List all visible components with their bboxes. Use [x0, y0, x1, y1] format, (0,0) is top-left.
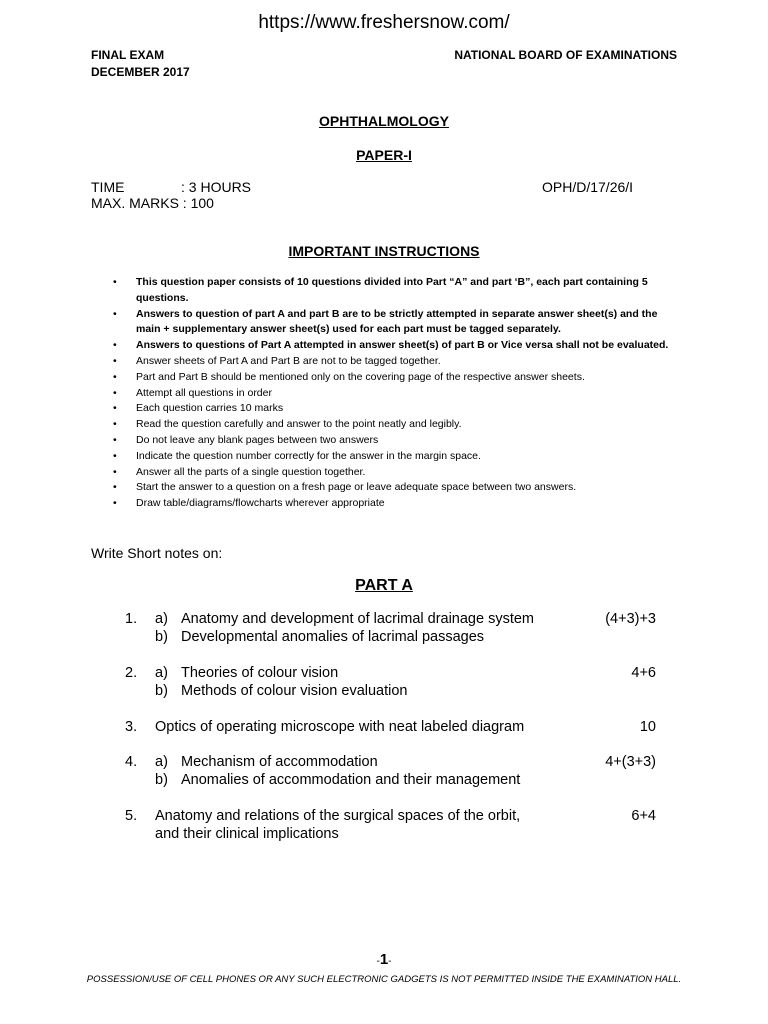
- question-text: Optics of operating microscope with neat labeled diagram: [155, 719, 525, 735]
- bullet-icon: •: [113, 402, 117, 415]
- paper-code: OPH/D/17/26/I: [542, 179, 634, 195]
- bullet-icon: •: [113, 449, 117, 462]
- instruction-item: [111, 338, 681, 354]
- instruction-text: Answer all the parts of a single question together.: [136, 465, 366, 478]
- subject-title-text: OPHTHALMOLOGY: [319, 113, 449, 129]
- instruction-text: Indicate the question number correctly for the answer in the margin space.: [136, 449, 481, 462]
- bullet-icon: •: [113, 354, 117, 367]
- instruction-item: [111, 449, 681, 465]
- instruction-item: [111, 433, 681, 449]
- question-part-a: [155, 610, 534, 628]
- instruction-text: Draw table/diagrams/flowcharts wherever appropriate: [136, 497, 385, 510]
- question-number: 4.: [125, 754, 138, 770]
- instruction-text: Do not leave any blank pages between two answers: [136, 433, 379, 446]
- question-marks: 6+4: [631, 808, 656, 824]
- instruction-item: [111, 307, 681, 339]
- bullet-icon: •: [113, 465, 117, 478]
- page-number-value: 1: [379, 951, 389, 968]
- page-dash-right: -: [388, 956, 392, 967]
- question-marks: 10: [639, 719, 656, 735]
- part-letter: b): [155, 772, 168, 788]
- instruction-text: Answers to question of part A and part B are to be strictly attempted in separate answer sheet(s) and the main + supplementary answer sheet(s) used for each part must be tagged separately.: [136, 307, 658, 336]
- part-letter: b): [155, 683, 168, 699]
- question-1: [91, 610, 661, 646]
- instruction-text: Answer sheets of Part A and Part B are not to be tagged together.: [136, 354, 441, 367]
- instruction-text: Attempt all questions in order: [136, 386, 272, 399]
- instruction-item: [111, 370, 681, 386]
- instruction-item: [111, 496, 681, 512]
- question-part-b: [155, 771, 520, 789]
- time-label: TIME: [91, 179, 125, 195]
- question-number: 5.: [125, 808, 138, 824]
- page-number: [0, 951, 768, 968]
- question-number: 3.: [125, 719, 138, 735]
- instructions-title-text: IMPORTANT INSTRUCTIONS: [288, 243, 480, 259]
- question-part-a: [155, 753, 378, 771]
- part-text: Theories of colour vision: [181, 665, 339, 681]
- question-4: [91, 753, 661, 789]
- exam-board: NATIONAL BOARD OF EXAMINATIONS: [454, 48, 677, 62]
- instruction-item: [111, 465, 681, 481]
- instructions-title: [0, 243, 768, 259]
- max-marks: MAX. MARKS : 100: [91, 195, 214, 211]
- instruction-item: [111, 354, 681, 370]
- question-5: [91, 807, 661, 843]
- part-text: Developmental anomalies of lacrimal passages: [181, 629, 485, 645]
- question-marks: (4+3)+3: [605, 611, 656, 627]
- bullet-icon: •: [113, 370, 117, 383]
- exam-date: DECEMBER 2017: [91, 65, 190, 79]
- question-part-b: [155, 682, 408, 700]
- bullet-icon: •: [113, 386, 117, 399]
- instruction-text: Part and Part B should be mentioned only on the covering page of the respective answer sheets.: [136, 370, 585, 383]
- part-letter: a): [155, 665, 168, 681]
- paper-title-text: PAPER-I: [356, 147, 412, 163]
- part-title: [0, 577, 768, 595]
- part-letter: b): [155, 629, 168, 645]
- question-part-b: [155, 628, 484, 646]
- instruction-item: [111, 401, 681, 417]
- write-notes-heading: Write Short notes on:: [91, 545, 223, 561]
- part-text: Anomalies of accommodation and their management: [181, 772, 521, 788]
- instruction-item: [111, 417, 681, 433]
- bullet-icon: •: [113, 497, 117, 510]
- bullet-icon: •: [113, 433, 117, 446]
- question-3: [91, 718, 661, 736]
- bullet-icon: •: [113, 481, 117, 494]
- instruction-item: [111, 386, 681, 402]
- subject-title: [0, 113, 768, 129]
- part-title-text: PART A: [355, 577, 413, 594]
- part-letter: a): [155, 611, 168, 627]
- question-marks: 4+(3+3): [605, 754, 656, 770]
- question-marks: 4+6: [631, 665, 656, 681]
- part-text: Methods of colour vision evaluation: [181, 683, 408, 699]
- instruction-text: Each question carries 10 marks: [136, 402, 284, 415]
- source-url: https://www.freshersnow.com/: [258, 12, 510, 33]
- bullet-icon: •: [113, 276, 117, 288]
- question-part-a: [155, 664, 338, 682]
- time-row: [91, 179, 251, 195]
- part-text: Mechanism of accommodation: [181, 754, 378, 770]
- instruction-text: Answers to questions of Part A attempted in answer sheet(s) of part B or Vice versa shall not be evaluated.: [136, 339, 669, 352]
- bullet-icon: •: [113, 307, 117, 320]
- instructions-list: [111, 275, 681, 512]
- bullet-icon: •: [113, 339, 117, 352]
- question-number: 1.: [125, 611, 138, 627]
- footer-notice: POSSESSION/USE OF CELL PHONES OR ANY SUCH ELECTRONIC GADGETS IS NOT PERMITTED INSIDE THE EXAMINATION HALL.: [86, 974, 682, 985]
- bullet-icon: •: [113, 418, 117, 431]
- question-text-line-2: and their clinical implications: [155, 826, 339, 842]
- instruction-item: [111, 275, 681, 307]
- question-text-line-1: Anatomy and relations of the surgical spaces of the orbit,: [155, 808, 521, 824]
- exam-header-left: [91, 47, 190, 81]
- page-dash-left: -: [376, 956, 380, 967]
- exam-type: FINAL EXAM: [91, 48, 165, 62]
- paper-title: [0, 147, 768, 163]
- instruction-text: This question paper consists of 10 questions divided into Part “A” and part ‘B”, each part containing 5 questions.: [136, 276, 648, 304]
- instruction-text: Start the answer to a question on a fresh page or leave adequate space between two answers.: [136, 481, 577, 494]
- time-value: : 3 HOURS: [181, 179, 252, 195]
- instruction-text: Read the question carefully and answer to the point neatly and legibly.: [136, 418, 462, 431]
- question-2: [91, 664, 661, 700]
- part-letter: a): [155, 754, 168, 770]
- part-text: Anatomy and development of lacrimal drainage system: [181, 611, 535, 627]
- question-number: 2.: [125, 665, 138, 681]
- instruction-item: [111, 480, 681, 496]
